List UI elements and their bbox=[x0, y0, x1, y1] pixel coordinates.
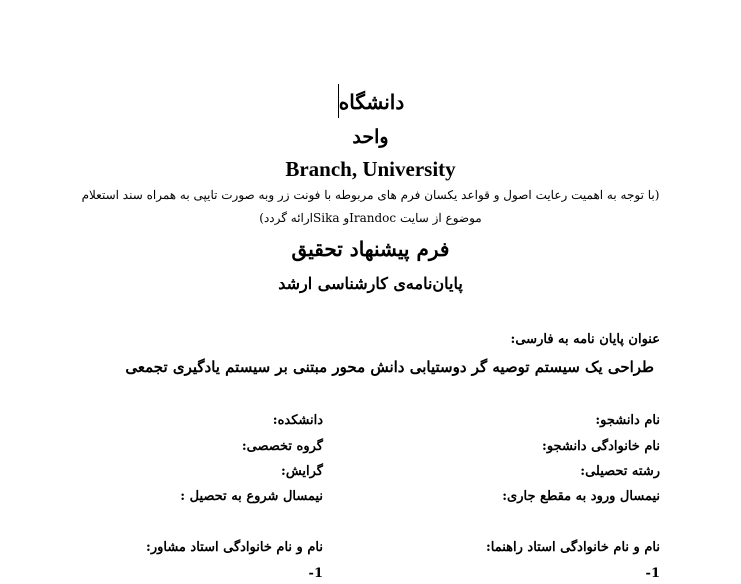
start-semester-label: نیمسال شروع به تحصیل : bbox=[180, 489, 323, 504]
branch-heading: Branch, University bbox=[285, 157, 456, 181]
specialty-group-label: گروه تخصصی: bbox=[241, 439, 323, 454]
thesis-title-label: عنوان پایان نامه به فارسی: bbox=[510, 332, 660, 347]
student-family-label: نام خانوادگی دانشجو: bbox=[542, 439, 660, 454]
faculty-label: دانشکده: bbox=[272, 413, 323, 428]
thesis-title-value: طراحی یک سیستم توصیه گر دوستیابی دانش محور مبتنی بر سیستم یادگیری تجمعی bbox=[125, 358, 654, 376]
entry-semester-label: نیمسال ورود به مقطع جاری: bbox=[502, 489, 660, 504]
advisor-first-item: -1 bbox=[308, 566, 323, 581]
major-label: رشته تحصیلی: bbox=[580, 464, 660, 479]
note-line-2: موضوع از سایت Irandocو Sikaارائه گردد) bbox=[259, 211, 482, 225]
orientation-label: گرایش: bbox=[281, 464, 323, 479]
supervisor-first-item: -1 bbox=[645, 566, 660, 581]
university-heading: دانشگاه bbox=[0, 84, 741, 118]
form-title: فرم پیشنهاد تحقیق bbox=[291, 237, 450, 261]
form-subtitle: پایان‌نامه‌ی کارشناسی ارشد bbox=[278, 274, 463, 293]
note-line-1: (با توجه به اهمیت رعایت اصول و قواعد یکسان فرم های مربوطه با فونت زر وبه صورت تایپی به همراه سند استعلام bbox=[81, 188, 660, 202]
supervisor-label: نام و نام خانوادگی استاد راهنما: bbox=[485, 540, 660, 555]
advisor-label: نام و نام خانوادگی استاد مشاور: bbox=[146, 540, 323, 555]
unit-heading: واحد bbox=[352, 126, 389, 148]
student-name-label: نام دانشجو: bbox=[595, 413, 660, 428]
